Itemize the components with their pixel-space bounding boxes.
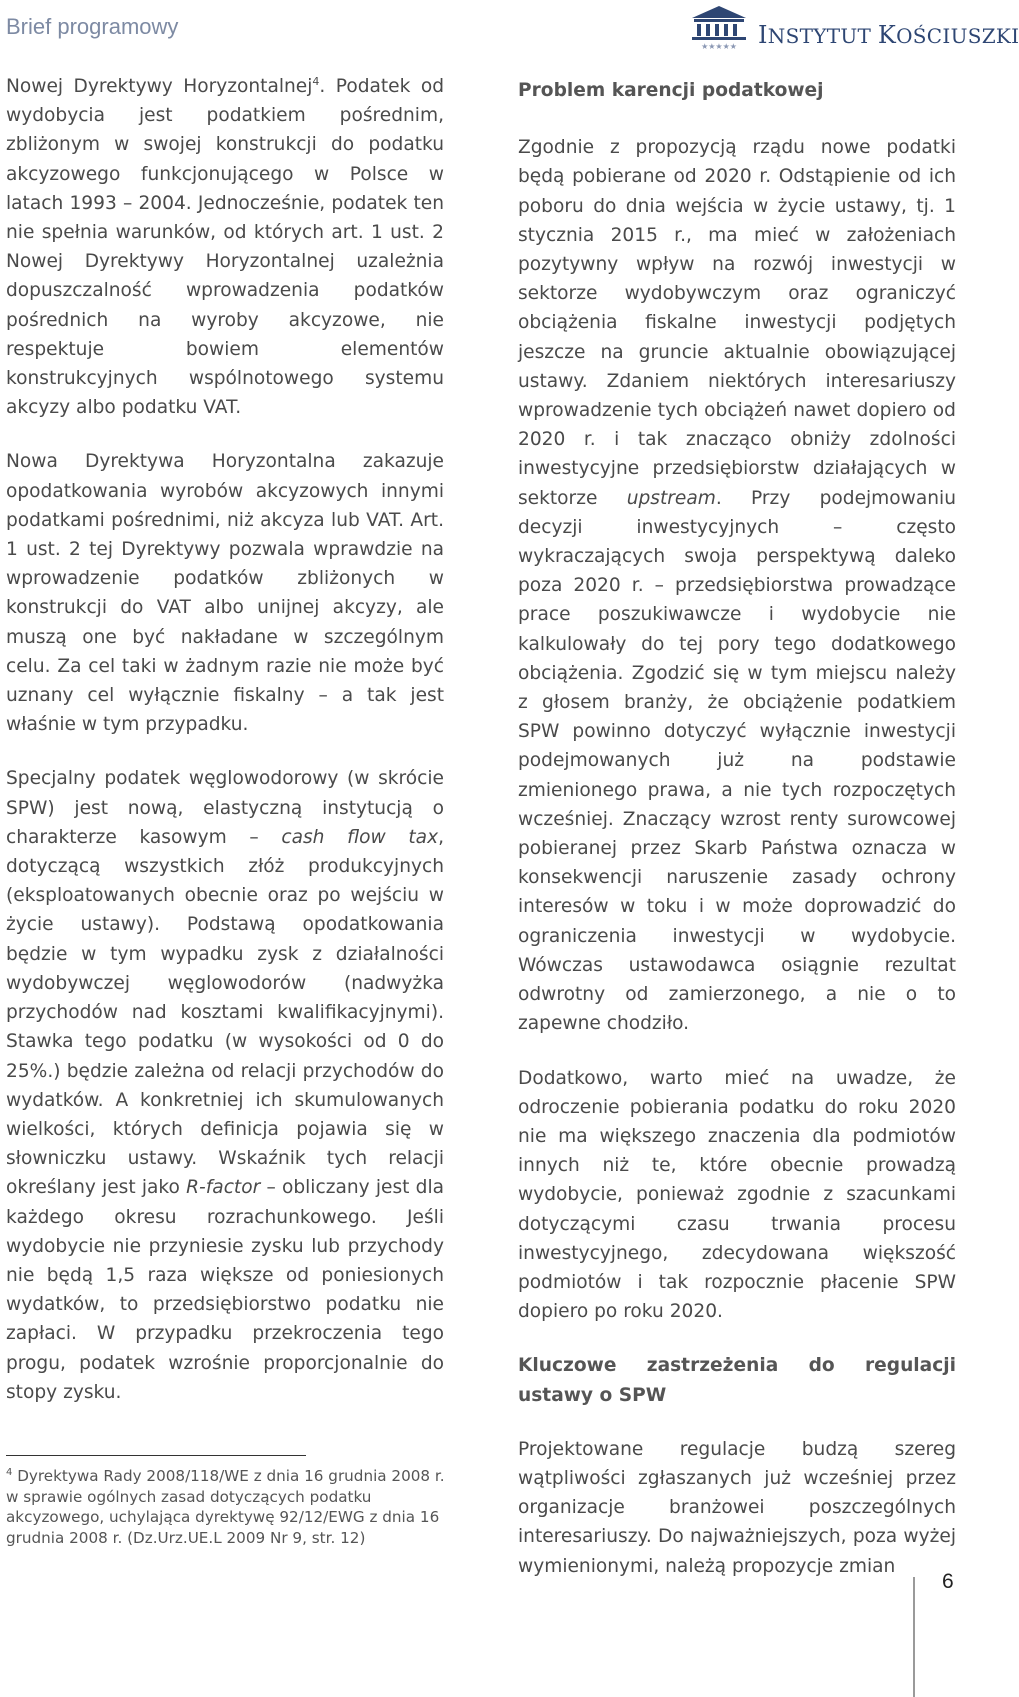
paragraph: Nowa Dyrektywa Horyzontalna zakazuje opodatkowania wyrobów akcyzowych innymi podatkami pośrednimi, niż akcyza lub VAT. Art. 1 ust. 2 tej Dyrektywy pozwala wprawdzie na wprowadzenie podatków zbliżonych w konstrukcji do VAT albo unijnej akcyzy, ale muszą one być nakładane w szczególnym celu. Za cel taki w żadnym razie nie może być uznany cel wyłącznie fiskalny – a tak jest właśnie w tym przypadku. xyxy=(6,451,444,736)
paragraph: Projektowane regulacje budzą szereg wątpliwości zgłaszanych już wcześniej przez organizacje branżowei poszczególnych interesariuszy. Do najważniejszych, poza wyżej wymienionymi, należą propozycje zmian xyxy=(518,1438,956,1577)
institute-name: INSTYTUT KOŚCIUSZKI xyxy=(758,21,1019,49)
footnote-ref: 4 xyxy=(312,74,320,88)
page-number: 6 xyxy=(942,1570,954,1593)
paragraph: Zgodnie z propozycją rządu nowe podatki będą pobierane od 2020 r. Odstąpienie od ich poboru do dnia wejścia w życie ustawy, tj. 1 stycznia 2015 r., ma mieć w założeniach pozytywny wpływ na rozwój inwestycji w sektorze wydobywczym oraz ograniczyć obciążenia fiskalne inwestycji podjętych jeszcze na gruncie aktualnie obowiązującej ustawy. Zdaniem niektórych interesariuszy wprowadzenie tych obciążeń nawet dopiero od 2020 r. i tak znacząco obniży zdolności inwestycyjne przedsiębiorstw działających w sektorze upstream. Przy podejmowaniu decyzji inwestycyjnych – często wykraczających swoja perspektywą daleko poza 2020 r. – przedsiębiorstwa prowadzące prace poszukiwawcze i wydobycie nie kalkulowały do tej pory tego dodatkowego obciążenia. Zgodzić się w tym miejscu należy z głosem branży, że obciążenie podatkiem SPW powinno dotyczyć wyłącznie inwestycji podejmowanych już na podstawie zmienionego prawa, a nie tych rozpoczętych wcześniej. Znaczący wzrost renty surowcowej pobieranej przez Skarb Państwa oznacza w konsekwencji naruszenie zasady ochrony interesów w toku i w może doprowadzić do ograniczenia inwestycji w wydobycie. Wówczas ustawodawca osiągnie rezultat odwrotny od zamierzonego, a nie o to zapewne chodziło. xyxy=(518,137,956,1035)
paragraph: Nowej Dyrektywy Horyzontalnej$^4$. Podatek od wydobycia jest podatkiem pośrednim, zbliżonym w swojej konstrukcji do podatku akcyzowego funkcjonującego w Polsce w latach 1993 – 2004. Jednocześnie, podatek ten nie spełnia warunków, od których art. 1 ust. 2 Nowej Dyrektywy Horyzontalnej uzależnia dopuszczalność wprowadzenia podatków pośrednich na wyroby akcyzowe, nie respektuje bowiem elementów konstrukcyjnych wspólnotowego systemu akcyzy albo podatku VAT. xyxy=(6,74,445,419)
institute-logo xyxy=(688,4,1019,54)
paragraph: Specjalny podatek węglowodorowy (w skrócie SPW) jest nową, elastyczną instytucją o charakterze kasowym – cash flow tax, dotyczącą wszystkich złóż produkcyjnych (eksploatowanych obecnie oraz po wejściu w życie ustawy). Podstawą opodatkowania będzie w tym wypadku zysk z działalności wydobywczej węglowodorów (nadwyżka przychodów nad kosztami kwalifikacyjnymi). Stawka tego podatku (w wysokości od 0 do 25%.) będzie zależna od relacji przychodów do wydatków. A konkretniej ich skumulowanych wielkości, których definicja pojawia się w słowniczku ustawy. Wskaźnik tych relacji określany jest jako R-factor – obliczany jest dla każdego okresu rozrachunkowego. Jeśli wydobycie nie przyniesie zysku lub przychody nie będą 1,5 raza większe od poniesionych wydatków, to przedsiębiorstwo podatku nie zapłaci. W przypadku przekroczenia tego progu, podatek wzrośnie proporcjonalnie do stopy zysku. xyxy=(6,768,444,1403)
page-number-divider xyxy=(913,1577,915,1697)
section-heading: Kluczowe zastrzeżenia do regulacji ustawy o SPW xyxy=(518,1355,956,1406)
svg-text:★★★★★: ★★★★★ xyxy=(701,42,737,51)
footnote-divider xyxy=(6,1455,306,1456)
institution-building-icon xyxy=(688,4,750,50)
left-column xyxy=(6,72,444,1407)
paragraph: Dodatkowo, warto mieć na uwadze, że odroczenie pobierania podatku do roku 2020 nie ma większego znaczenia dla podmiotów innych niż te, które obecnie prowadzą wydobycie, ponieważ zgodnie z szacunkami dotyczącymi czasu trwania procesu inwestycyjnego, zdecydowana większość podmiotów i tak rozpocznie płacenie SPW dopiero po roku 2020. xyxy=(518,1067,956,1323)
section-heading: Problem karencji podatkowej xyxy=(518,80,824,101)
right-column xyxy=(518,72,956,1581)
header-title: Brief programowy xyxy=(6,14,179,39)
footnote: $^4$ Dyrektywa Rady 2008/118/WE z dnia 16 grudnia 2008 r. w sprawie ogólnych zasad dotyczących podatku akcyzowego, uchylająca dyrektywę 92/12/EWG z dnia 16 grudnia 2008 r. (Dz.Urz.UE.L 2009 Nr 9, str. 12) xyxy=(6,1466,445,1547)
